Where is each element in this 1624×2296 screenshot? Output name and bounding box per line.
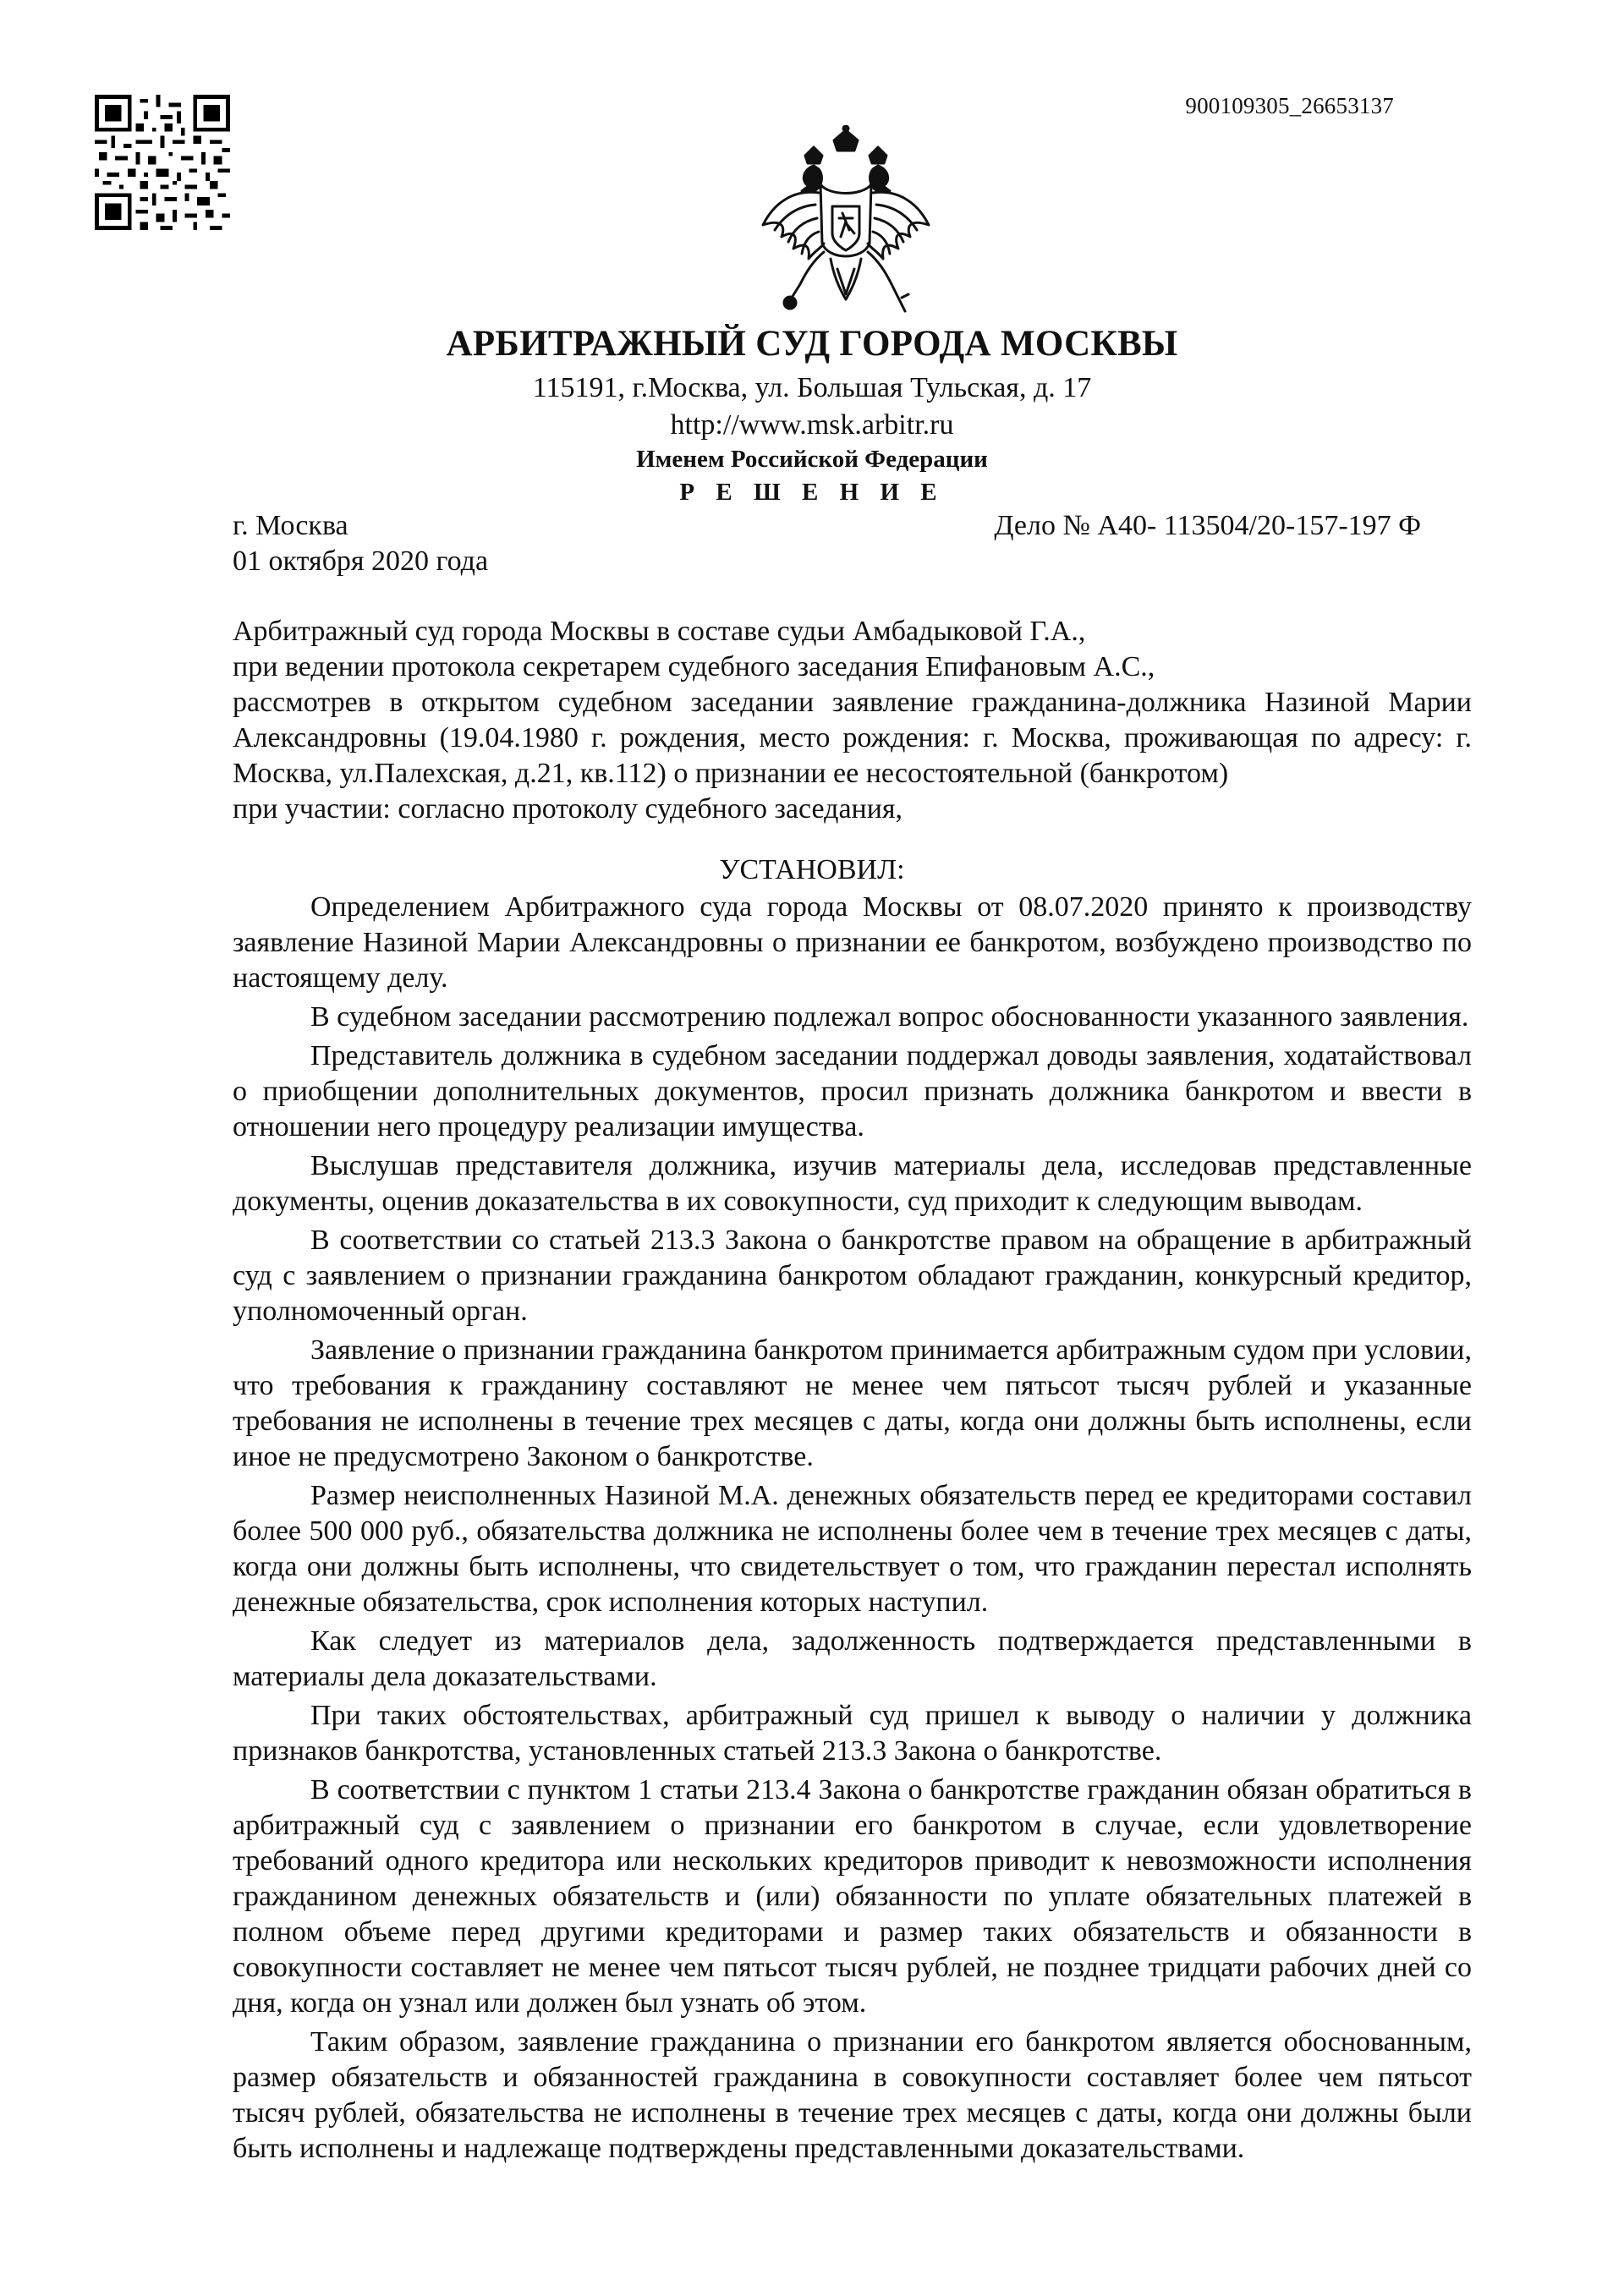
body-paragraph: В судебном заседании рассмотрению подлежал вопрос обоснованности указанного заявления. [310,1001,1469,1033]
body-paragraph: При таких обстоятельствах, арбитражный суд пришел к выводу о наличии у должника признаков банкротства, установленных статьей 213.3 Закона о банкротстве. [233,1700,1472,1767]
city: г. Москва [233,510,348,541]
body-paragraph: Определением Арбитражного суда города Москвы от 08.07.2020 принято к производству заявление Назиной Марии Александровны о признании ее банкротом, возбуждено производство по настоящему делу. [233,891,1472,994]
court-title: АРБИТРАЖНЫЙ СУД ГОРОДА МОСКВЫ [446,324,1178,364]
decision-heading: Р Е Ш Е Н И Е [679,479,945,506]
decision-date: 01 октября 2020 года [233,545,489,577]
body-paragraph: Как следует из материалов дела, задолженность подтверждается представленными в материалы дела доказательствами. [233,1625,1472,1692]
case-number: Дело № А40- 113504/20-157-197 Ф [994,510,1421,541]
body-paragraph: В соответствии с пунктом 1 статьи 213.4 Закона о банкротстве гражданин обязан обратиться в арбитражный суд с заявлением о признании его банкротом в случае, если удовлетворение требований одного кредитора или нескольких кредиторов приводит к невозможности исполнения гражданином денежных обязательств и (или) обязанности по уплате обязательных платежей в полном объеме перед другими кредиторами и размер таких обязательств и обязанности в совокупности составляет не менее чем пятьсот тысяч рублей, не позднее тридцати рабочих дней со дня, когда он узнал или должен был узнать об этом. [233,1774,1472,2019]
qr-code-icon [95,95,230,230]
body-paragraph: Заявление о признании гражданина банкротом принимается арбитражным судом при условии, что требования к гражданину составляют не менее чем пятьсот тысяч рублей и указанные требования не исполнены в течение трех месяцев с даты, когда они должны быть исполнены, если иное не предусмотрено Законом о банкротстве. [233,1334,1472,1472]
body-paragraph: Выслушав представителя должника, изучив материалы дела, исследовав представленные документы, оценив доказательства в их совокупности, суд приходит к следующим выводам. [233,1150,1472,1217]
intro-block [233,614,1472,827]
body-paragraph: В соответствии со статьей 213.3 Закона о банкротстве правом на обращение в арбитражный суд с заявлением о признании гражданина банкротом обладают гражданин, конкурсный кредитор, уполномоченный орган. [233,1225,1472,1327]
document-id: 900109305_26653137 [1185,93,1394,118]
in-name-of-federation: Именем Российской Федерации [636,446,988,473]
decision-body [233,890,1472,2170]
court-website-link[interactable]: http://www.msk.arbitr.ru [670,409,954,441]
court-address: 115191, г.Москва, ул. Большая Тульская, д. 17 [532,372,1092,403]
intro-line: при участии: согласно протоколу судебного заседания, [233,793,903,825]
intro-line: рассмотрев в открытом судебном заседании заявление гражданина-должника Назиной Марии Александровны (19.04.1980 г. рождения, место рождения: г. Москва, проживающая по адресу: г. Москва, ул.Палехская, д.21, кв.112) о признании ее несостоятельной (банкротом) [233,687,1472,789]
intro-line: при ведении протокола секретарем судебного заседания Епифановым А.С., [233,651,1155,682]
russian-coat-of-arms-icon [753,125,939,328]
body-paragraph: Таким образом, заявление гражданина о признании его банкротом является обоснованным, размер обязательств и обязанностей гражданина в совокупности составляет более чем пятьсот тысяч рублей, обязательства не исполнены в течение трех месяцев с даты, когда они должны были быть исполнены и надлежаще подтверждены представленными доказательствами. [233,2026,1472,2164]
body-paragraph: Представитель должника в судебном заседании поддержал доводы заявления, ходатайствовал о приобщении дополнительных документов, просил признать должника банкротом и ввести в отношении него процедуру реализации имущества. [233,1040,1472,1143]
body-paragraph: Размер неисполненных Назиной М.А. денежных обязательств перед ее кредиторами составил более 500 000 руб., обязательства должника не исполнены более чем в течение трех месяцев с даты, когда они должны быть исполнены, что свидетельствует о том, что гражданин перестал исполнять денежные обязательства, срок исполнения которых наступил. [233,1480,1472,1618]
established-heading: УСТАНОВИЛ: [719,854,905,885]
intro-line: Арбитражный суд города Москвы в составе судьи Амбадыковой Г.А., [233,616,1086,647]
